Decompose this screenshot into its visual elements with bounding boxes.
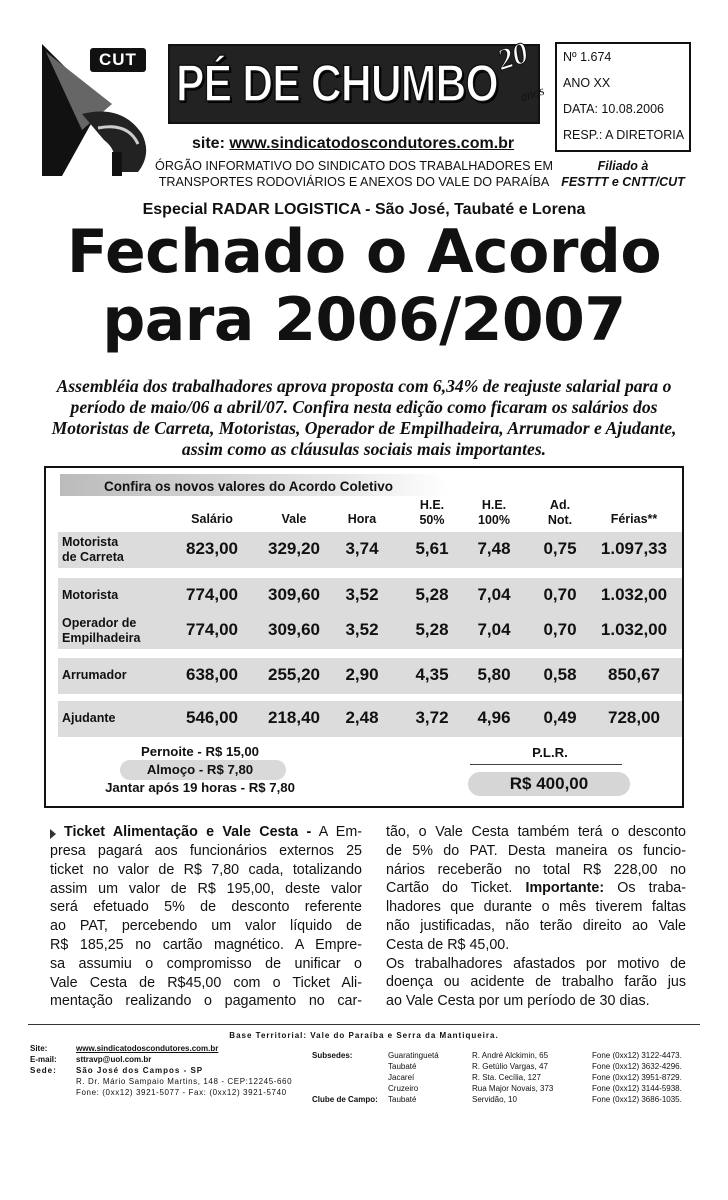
col-header-he100: H.E. 100% [478, 498, 510, 527]
special-edition-line: Especial RADAR LOGISTICA - São José, Taubaté e Lorena [142, 201, 586, 218]
article-line: será efetuado 5% de desconto referente [50, 899, 362, 916]
table-cell: 1.097,33 [600, 539, 668, 558]
issue-number: Nº 1.674 [563, 50, 612, 64]
article-line: assim um valor de R$ 195,00, deste valor [50, 880, 362, 897]
subsede-address: R. Getúlio Vargas, 47 [472, 1062, 548, 1071]
table-cell: 329,20 [268, 539, 320, 558]
article-line: Cartão do Ticket. Importante: Os traba- [386, 880, 686, 897]
subsede-phone: Fone (0xx12) 3122-4473. [592, 1051, 682, 1060]
table-cell: 0,75 [543, 539, 577, 558]
article-line: mentação realizando o pagamento no car- [50, 993, 362, 1010]
row-label: Motorista [62, 588, 119, 602]
table-cell: 0,58 [543, 665, 577, 684]
table-cell: 638,00 [186, 665, 238, 684]
subsede-address: Rua Major Novais, 373 [472, 1084, 554, 1093]
subsede-city: Guaratinguetá [388, 1051, 439, 1060]
site-url[interactable]: www.sindicatodoscondutores.com.br [229, 135, 515, 152]
footer-sede-key: Sede: [30, 1066, 57, 1075]
important-label: Importante: [525, 880, 605, 897]
subsede-phone: Fone (0xx12) 3632-4296. [592, 1062, 682, 1071]
table-cell: 3,52 [345, 585, 379, 604]
affiliation-line-2: FESTTT e CNTT/CUT [561, 175, 685, 189]
table-cell: 774,00 [186, 620, 238, 639]
row-label: Ajudante [62, 711, 116, 725]
article-left-first-line [64, 823, 362, 842]
footer-clube-label: Clube de Campo: [312, 1095, 378, 1104]
table-cell: 1.032,00 [600, 620, 668, 639]
subsede-city: Taubaté [388, 1095, 417, 1104]
article-left-col [64, 823, 362, 842]
subsede-address: R. André Alckimin, 65 [472, 1051, 549, 1060]
footer-sede-phone: Fone: (0xx12) 3921-5077 - Fax: (0xx12) 3921-5740 [76, 1088, 287, 1097]
table-cell: 7,48 [477, 539, 511, 558]
table-cell: 255,20 [268, 665, 320, 684]
table-cell: 546,00 [186, 708, 238, 727]
table-cell: 5,80 [477, 665, 511, 684]
issue-year: ANO XX [563, 76, 611, 90]
plr-label: P.L.R. [532, 745, 568, 760]
subsede-phone: Fone (0xx12) 3144-5938. [592, 1084, 682, 1093]
newspaper-title: PÉ DE CHUMBO [176, 55, 498, 113]
footer-rule [28, 1024, 700, 1025]
table-cell: 0,70 [543, 585, 577, 604]
subsede-city: Jacareí [388, 1073, 415, 1082]
table-cell: 7,04 [477, 585, 511, 604]
main-headline [0, 218, 728, 354]
headline-line-2: para 2006/2007 [102, 285, 626, 355]
table-cell: 309,60 [268, 585, 320, 604]
col-header-salario: Salário [191, 512, 233, 526]
footer-site-url[interactable]: www.sindicatodoscondutores.com.br [76, 1044, 219, 1053]
cut-logo: CUT [90, 48, 146, 72]
footer-email[interactable]: sttravp@uol.com.br [76, 1055, 152, 1064]
table-cell: 3,72 [415, 708, 449, 727]
article-left-first-tail: A Em- [318, 824, 362, 840]
footer-site-key: Site: [30, 1044, 48, 1053]
footer-title: Base Territorial: Vale do Paraíba e Serra da Mantiqueira. [229, 1031, 499, 1040]
table-cell: 309,60 [268, 620, 320, 639]
table-cell: 5,28 [415, 620, 449, 639]
article-line: ticket no valor de R$ 7,80 cada, totalizando [50, 861, 362, 878]
affiliation-line-1: Filiado à [597, 159, 649, 173]
org-line-1: ÓRGÃO INFORMATIVO DO SINDICATO DOS TRABALHADORES EM [155, 159, 553, 173]
article-line: Vale Cesta de R$45,00 com o Ticket Ali- [50, 974, 362, 991]
table-cell: 218,40 [268, 708, 320, 727]
row-label: Operador de Empilhadeira [62, 616, 141, 645]
article-line: ao PAT, percebendo um valor líquido de [50, 918, 362, 935]
table-cell: 5,61 [415, 539, 449, 558]
table-cell: 728,00 [608, 708, 660, 727]
table-title: Confira os novos valores do Acordo Coletivo [104, 479, 394, 494]
plr-divider [470, 764, 622, 765]
article-line: de 5% do PAT. Desta maneira os funcio- [386, 842, 686, 859]
article-line: presa pagará aos funcionários externos 25 [50, 843, 362, 859]
table-cell: 850,67 [608, 665, 660, 684]
article-line: Os trabalhadores afastados por motivo de [386, 955, 686, 972]
subsede-city: Taubaté [388, 1062, 417, 1071]
table-cell: 823,00 [186, 539, 238, 558]
subsede-city: Cruzeiro [388, 1084, 419, 1093]
issue-date: DATA: 10.08.2006 [563, 102, 664, 116]
article-line: não justificadas, não terão direito ao Vale [386, 917, 686, 934]
article-line: ao Vale Cesta por um período de 30 dias. [386, 993, 650, 1010]
article-left-body [50, 842, 362, 1011]
org-line-2: TRANSPORTES RODOVIÁRIOS E ANEXOS DO VALE DO PARAÍBA [158, 175, 550, 189]
article-line: lhadores que durante o mês tiverem faltas [386, 899, 686, 916]
row-label: Motorista de Carreta [62, 535, 124, 564]
table-cell: 1.032,00 [600, 585, 668, 604]
jantar-value: Jantar após 19 horas - R$ 7,80 [105, 780, 295, 795]
affiliation [555, 158, 691, 190]
anniversary-word: anos [518, 82, 547, 105]
footer-sede: São José dos Campos - SP [76, 1066, 204, 1075]
table-cell: 4,96 [477, 708, 511, 727]
col-header-adnot: Ad. Not. [547, 498, 573, 527]
issue-responsible: RESP.: A DIRETORIA [563, 128, 685, 142]
bullet-triangle-icon [50, 829, 56, 839]
lead-paragraph: Assembléia dos trabalhadores aprova proposta com 6,34% de reajuste salarial para o período de maio/06 a abril/07. Confira nesta edição como ficaram os salários dos Motoristas de Carreta, Motoristas, Operador de Empilhadeira, Arrumador e Ajudante, assim como as cláusulas sociais mais importantes. [51, 376, 677, 459]
footer-email-key: E-mail: [30, 1055, 57, 1064]
table-cell: 2,90 [345, 665, 379, 684]
article-line: tão, o Vale Cesta também terá o desconto [386, 824, 686, 840]
subsede-phone: Fone (0xx12) 3686-1035. [592, 1095, 682, 1104]
table-cell: 774,00 [186, 585, 238, 604]
table-cell: 3,74 [345, 539, 379, 558]
article-line: Cesta de R$ 45,00. [386, 936, 510, 953]
subsede-phone: Fone (0xx12) 3951-8729. [592, 1073, 682, 1082]
almoco-value: Almoço - R$ 7,80 [146, 762, 254, 777]
site-line [192, 135, 514, 153]
site-label: site: [192, 135, 225, 152]
col-header-he50: H.E. 50% [419, 498, 445, 527]
article-line: R$ 185,25 no cartão magnético. A Empre- [50, 936, 362, 953]
article-line: sa assumiu o compromisso de unificar o [50, 955, 362, 972]
table-cell: 5,28 [415, 585, 449, 604]
subsede-address: R. Sta. Cecília, 127 [472, 1073, 541, 1082]
footer-sede-address: R. Dr. Mário Sampaio Martins, 148 - CEP:12245-660 [76, 1077, 293, 1086]
row-label: Arrumador [62, 668, 127, 682]
col-header-hora: Hora [347, 512, 377, 526]
subsede-address: Servidão, 10 [472, 1095, 517, 1104]
table-cell: 4,35 [415, 665, 449, 684]
article-right-col [386, 823, 686, 1011]
article-heading: Ticket Alimentação e Vale Cesta - [64, 824, 312, 840]
headline-line-1: Fechado o Acordo [66, 217, 662, 287]
col-header-ferias: Férias** [610, 512, 658, 526]
col-header-vale: Vale [281, 512, 307, 526]
pernoite-value: Pernoite - R$ 15,00 [140, 744, 259, 759]
article-line: doença ou acidente de trabalho farão jus [386, 974, 686, 991]
anniversary-number: 20 [493, 36, 533, 77]
article-line: nários receberão no total R$ 228,00 no [386, 861, 686, 878]
table-cell: 0,70 [543, 620, 577, 639]
table-cell: 0,49 [543, 708, 577, 727]
table-cell: 3,52 [345, 620, 379, 639]
footer-subsedes-label: Subsedes: [312, 1051, 353, 1060]
table-cell: 2,48 [345, 708, 379, 727]
table-cell: 7,04 [477, 620, 511, 639]
plr-value: R$ 400,00 [509, 774, 589, 793]
